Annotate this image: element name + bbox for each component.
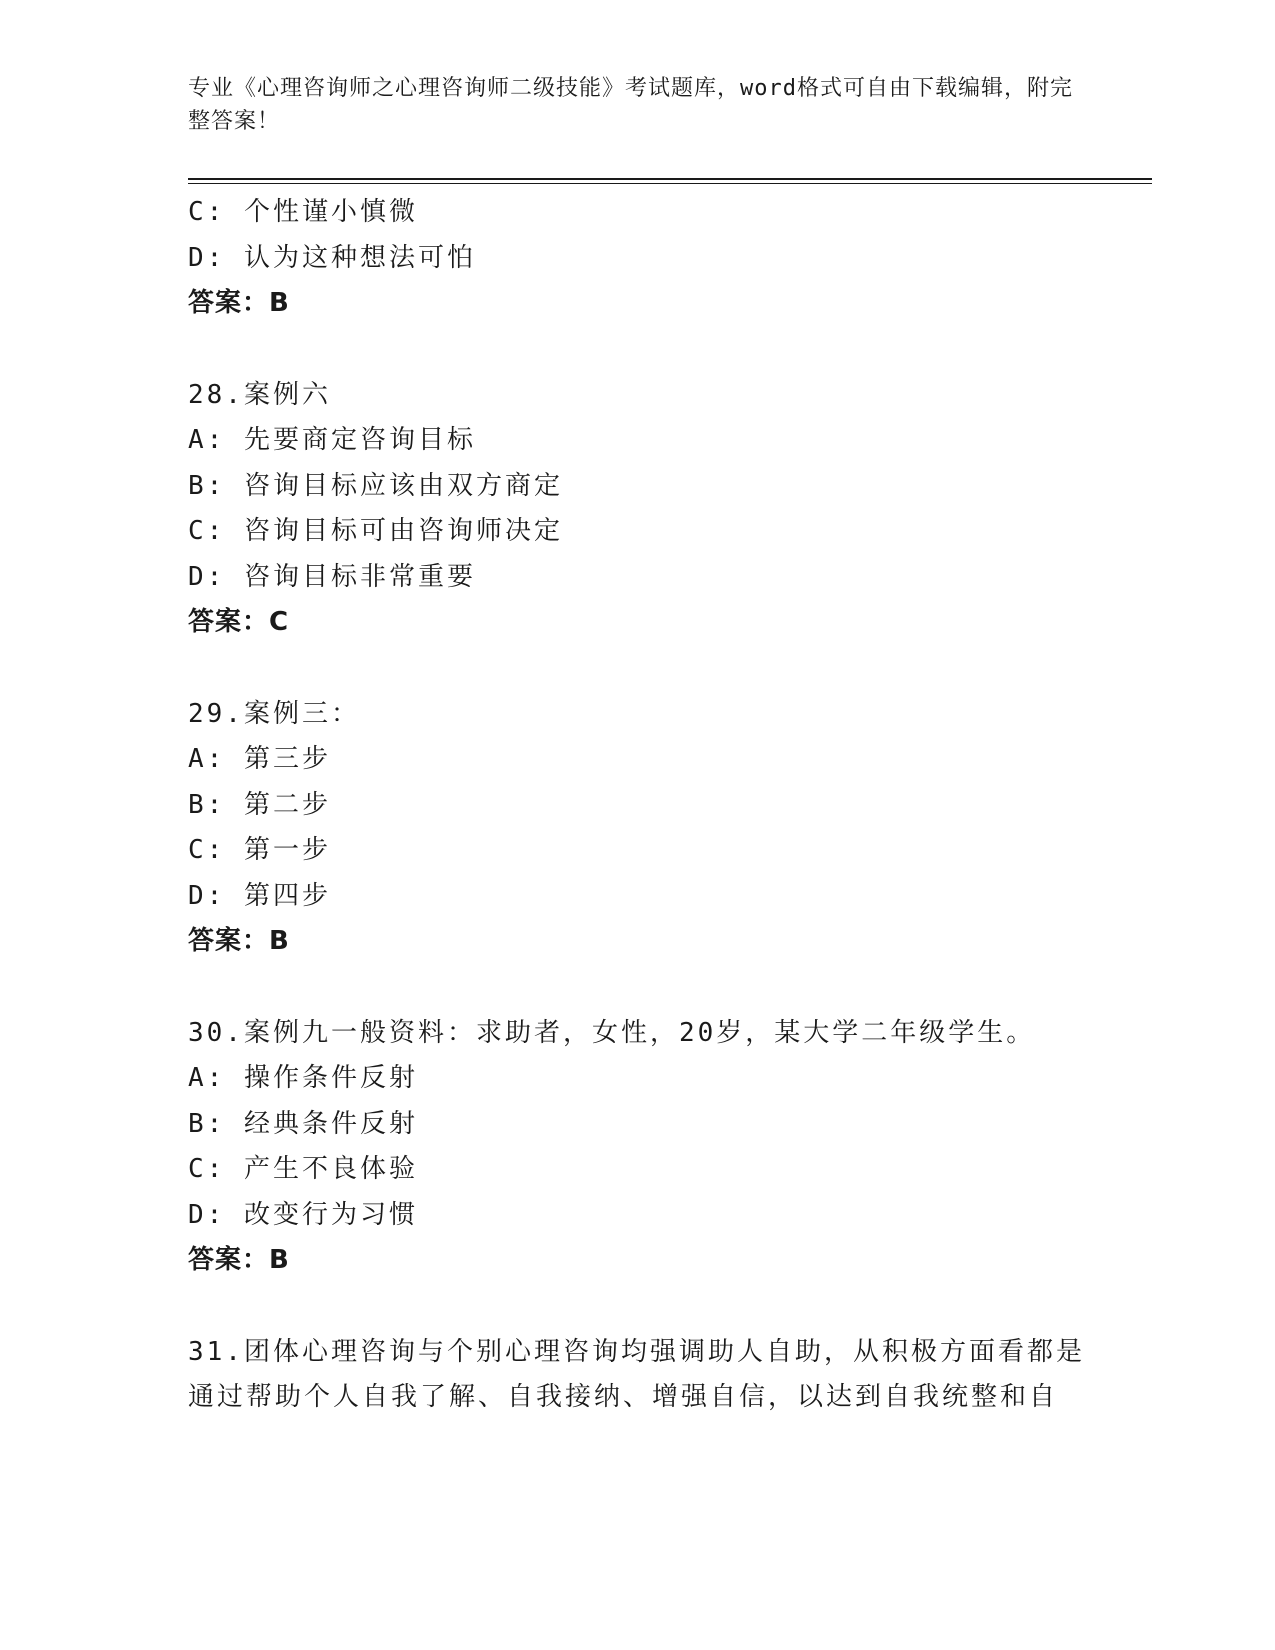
question-text-line: 通过帮助个人自我了解、自我接纳、增强自信，以达到自我统整和自	[188, 1382, 1059, 1412]
question-block-31	[188, 1330, 1138, 1421]
answer-line: 答案：B	[188, 1245, 290, 1275]
option-d: D: 改变行为习惯	[188, 1199, 418, 1230]
question-block-29	[188, 692, 1138, 965]
option-a: A: 先要商定咨询目标	[188, 425, 476, 455]
option-d: D: 认为这种想法可怕	[188, 242, 476, 273]
question-text-line: 31.团体心理咨询与个别心理咨询均强调助人自助，从积极方面看都是	[188, 1336, 1085, 1367]
document-content	[188, 190, 1138, 1421]
option-d: D: 第四步	[188, 880, 331, 911]
question-block-27	[188, 190, 1138, 327]
spacer	[188, 327, 1138, 373]
question-title: 28.案例六	[188, 379, 331, 410]
option-b: B: 咨询目标应该由双方商定	[188, 470, 563, 501]
option-b: B: 第二步	[188, 789, 331, 820]
spacer	[188, 965, 1138, 1011]
question-title: 30.案例九一般资料：求助者，女性，20岁，某大学二年级学生。	[188, 1017, 1036, 1048]
option-c: C: 第一步	[188, 835, 331, 865]
question-block-30	[188, 1011, 1138, 1284]
answer-line: 答案：C	[188, 607, 290, 637]
question-title: 29.案例三：	[188, 698, 360, 729]
document-header: 专业《心理咨询师之心理咨询师二级技能》考试题库，word格式可自由下载编辑，附完整答案！	[188, 76, 1073, 134]
option-c: C: 产生不良体验	[188, 1154, 418, 1184]
spacer	[188, 646, 1138, 692]
header-rule-thick	[188, 178, 1152, 180]
option-a: A: 第三步	[188, 744, 331, 774]
question-block-28	[188, 373, 1138, 646]
option-c: C: 咨询目标可由咨询师决定	[188, 516, 563, 546]
option-c: C: 个性谨小慎微	[188, 197, 418, 227]
option-d: D: 咨询目标非常重要	[188, 561, 476, 592]
option-b: B: 经典条件反射	[188, 1108, 418, 1139]
answer-line: 答案：B	[188, 288, 290, 318]
spacer	[188, 1284, 1138, 1330]
option-a: A: 操作条件反射	[188, 1063, 418, 1093]
answer-line: 答案：B	[188, 926, 290, 956]
header-rule-thin	[188, 183, 1152, 184]
